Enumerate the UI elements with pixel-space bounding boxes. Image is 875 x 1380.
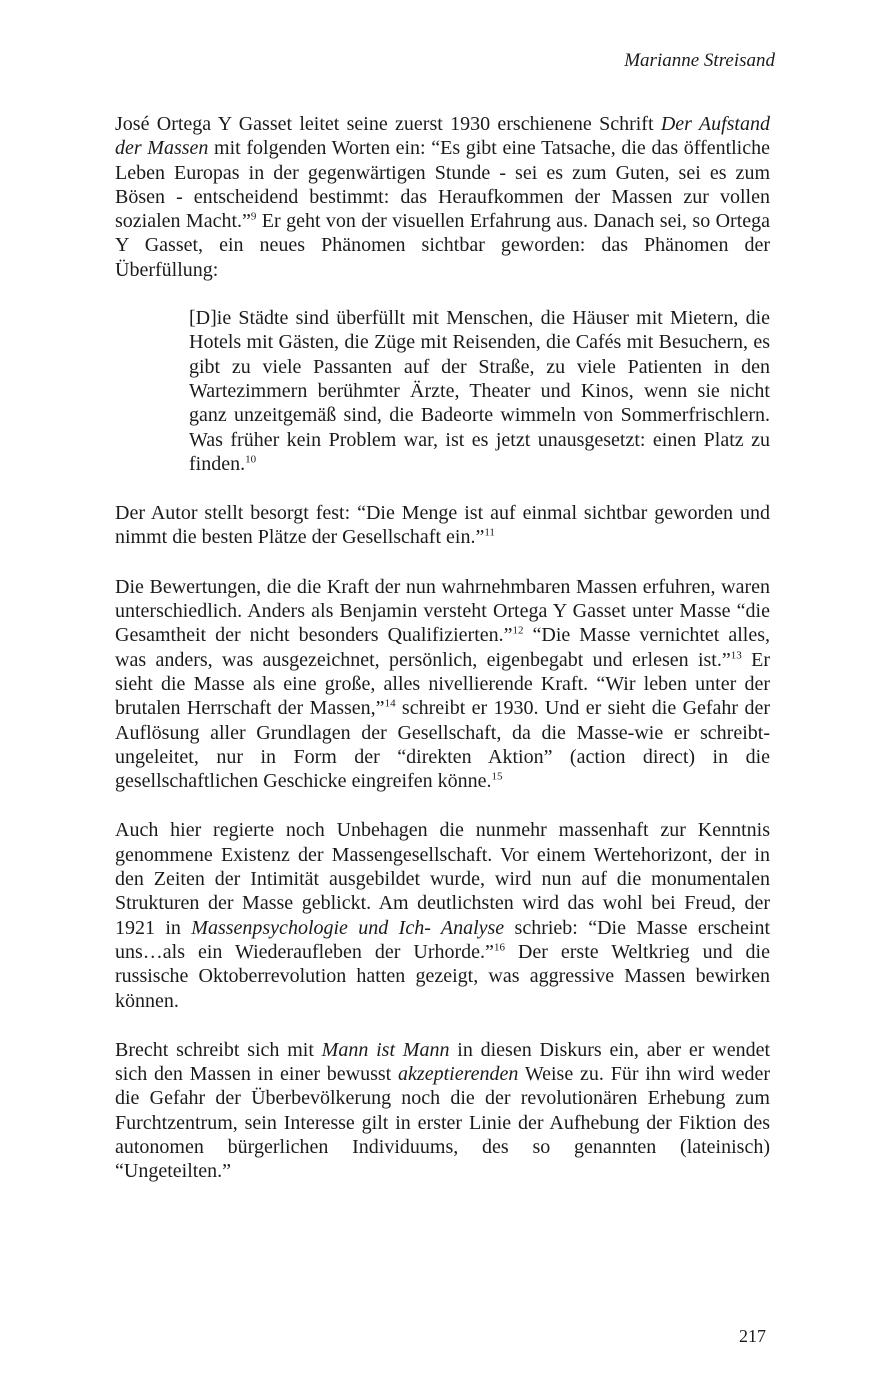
play-title: Mann ist Mann [321, 1038, 450, 1061]
page-body [115, 112, 770, 1184]
text: Brecht schreibt sich mit [115, 1038, 322, 1061]
paragraph-ortega-intro [115, 112, 770, 282]
footnote-ref: 9 [250, 210, 257, 223]
text: Der erste Weltkrieg und die russische Oktoberrevolution hatten gezeigt, was aggressive Massen bewirken können. [115, 940, 770, 1012]
footnote-ref: 16 [493, 941, 505, 954]
footnote-ref: 15 [491, 770, 503, 783]
text: Auch hier regierte noch Unbehagen die nunmehr massenhaft zur Kenntnis genommene Existenz der Massengesellschaft. Vor einem Wertehorizont, der in den Zeiten der Intimität ausgebildet wurde, wird nun auf die monumentalen Strukturen der Masse geblickt. Am deutlichsten wird das wohl bei Freud, der 1921 in [115, 819, 770, 939]
page-number: 217 [739, 1326, 766, 1346]
text: schreibt er 1930. Und er sieht die Gefahr der Auflösung aller Grundlagen der Gesellschaft, da die Masse-wie er schreibt-ungeleitet, nur in Form der “direkten Aktion” (action direct) in die gesellschaftlichen Geschicke eingreifen könne. [115, 697, 770, 793]
text: mit folgenden Worten ein: “Es gibt eine Tatsache, die das öffentliche Leben Europas in der gegenwärtigen Stunde - sei es zum Guten, sei es zum Bösen - entscheidend bestimmt: das Heraufkommen der Massen zur vollen sozialen Macht.” [115, 137, 770, 233]
book-title: Massenpsychologie und Ich- Analyse [191, 916, 505, 939]
block-quote [189, 306, 770, 476]
text: José Ortega Y Gasset leitet seine zuerst 1930 erschienene Schrift [115, 113, 661, 135]
text: in diesen Diskurs ein, aber er wendet sich den Massen in einer bewusst [115, 1038, 771, 1086]
text: schrieb: “Die Masse erscheint uns…als ein Wiederaufleben der Urhorde.” [115, 916, 771, 963]
text: Weise zu. Für ihn wird weder die Gefahr der Überbevölkerung noch die der revolutionären Erhebung zum Furchtzentrum, sein Interesse gilt in erster Linie der Aufhebung der Fiktion des autonomen bürgerlichen Individuums, des so genannten (lateinisch) “Ungeteilten.” [115, 1063, 770, 1183]
footnote-ref: 11 [484, 526, 495, 539]
text: Er sieht die Masse als eine große, alles nivellierende Kraft. “Wir leben unter der brutalen Herrschaft der Massen,” [115, 648, 770, 720]
paragraph-author-remark [115, 501, 770, 550]
running-head-author: Marianne Streisand [624, 50, 775, 71]
text: “Die Masse vernichtet alles, was anders, was ausgezeichnet, persönlich, eigenbegabt und erlesen ist.” [115, 624, 770, 671]
text: Er geht von der visuellen Erfahrung aus. Danach sei, so Ortega Y Gasset, ein neues Phänomen sichtbar geworden: das Phänomen der Überfüllung: [115, 210, 771, 281]
emphasis: akzeptierenden [398, 1063, 519, 1086]
paragraph-evaluations [115, 575, 770, 794]
text: Der Autor stellt besorgt fest: “Die Menge ist auf einmal sichtbar geworden und nimmt die besten Plätze der Gesellschaft ein.” [115, 502, 770, 549]
footnote-ref: 10 [245, 453, 257, 466]
text: Die Bewertungen, die die Kraft der nun wahrnehmbaren Massen erfuhren, waren unterschiedlich. Anders als Benjamin versteht Ortega Y Gasset unter Masse “die Gesamtheit der nicht besonders Qualifizierten.” [115, 575, 770, 647]
book-title: Der Aufstand der Massen [115, 113, 770, 160]
footnote-ref: 14 [384, 697, 396, 710]
quote-text: [D]ie Städte sind überfüllt mit Menschen, die Häuser mit Mietern, die Hotels mit Gästen, die Züge mit Reisenden, die Cafés mit Besuchern, es gibt zu viele Passanten auf der Straße, zu viele Patienten in den Wartezimmern berühmter Ärzte, Theater und Kinos, wenn sie nicht ganz unzeitgemäß sind, die Badeorte wimmeln von Sommerfrischlern. Was früher kein Problem war, ist es jetzt unausgesetzt: einen Platz zu finden. [189, 307, 770, 475]
footnote-ref: 12 [512, 624, 524, 637]
paragraph-freud [115, 818, 770, 1012]
footnote-ref: 13 [730, 648, 742, 661]
paragraph-brecht [115, 1038, 770, 1184]
